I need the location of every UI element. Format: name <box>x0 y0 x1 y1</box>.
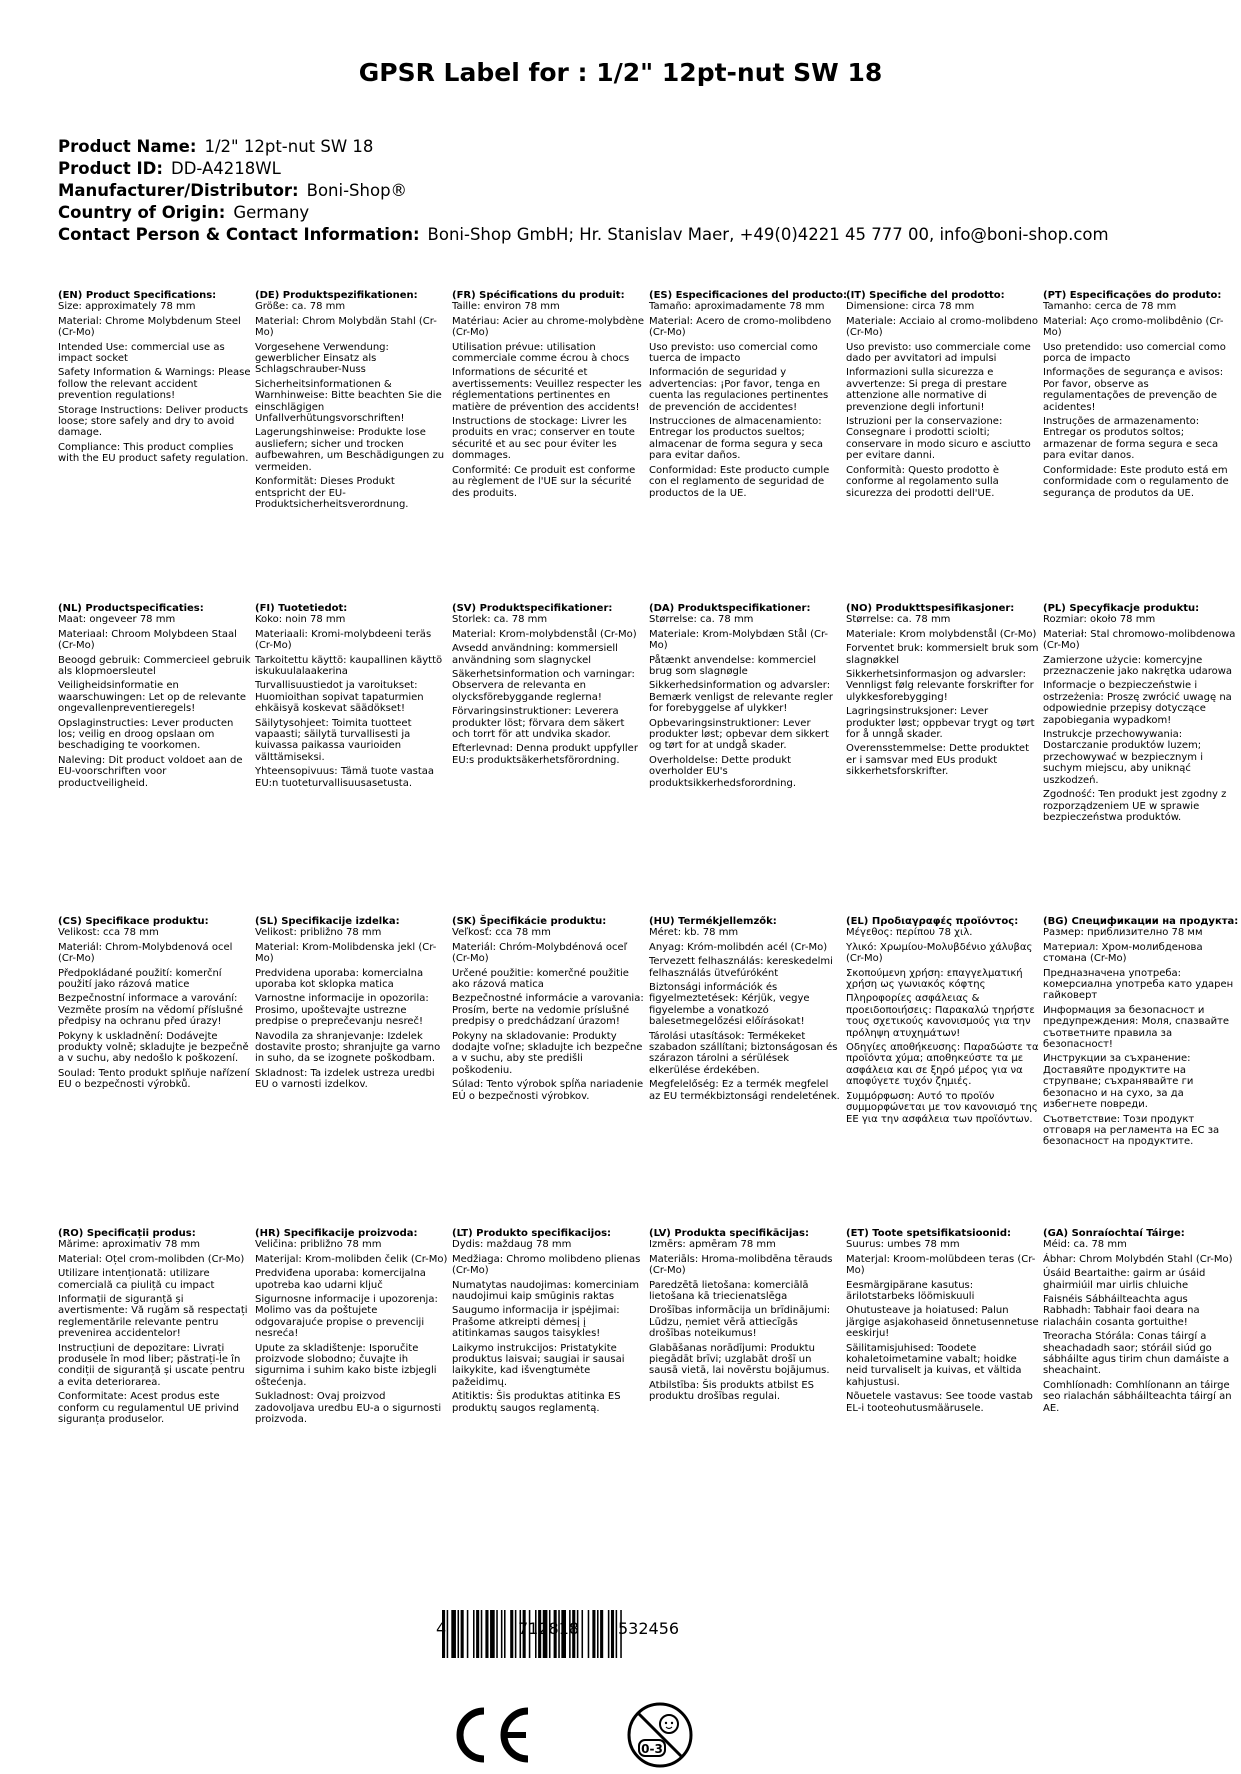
spec-paragraph: Material: Krom-molybdenstål (Cr-Mo) <box>452 628 637 640</box>
spec-paragraph: Dimensione: circa 78 mm <box>846 301 975 313</box>
barcode-bar <box>611 1610 614 1658</box>
spec-paragraph: Pokyny na skladovanie: Produkty dodajte voľne; skladujte ich bezpečne a v suchu, aby ste predišli poškodeniu. <box>452 1030 643 1076</box>
barcode-bar <box>597 1610 599 1658</box>
spec-paragraph: Súlad: Tento výrobok spĺňa nariadenie EÚ o bezpečnosti výrobkov. <box>452 1079 644 1102</box>
spec-paragraph: Opslaginstructies: Lever producten los; veilig en droog opslaan om beschadiging te voorkomen. <box>58 717 234 752</box>
spec-paragraph: Material: Acero de cromo-molibdeno (Cr-Mo) <box>649 315 832 339</box>
barcode-bar <box>501 1610 503 1658</box>
spec-paragraph: Treoracha Stórála: Conas táirgí a sheachadadh saor; stóráil siúd go sábháilte agus tirim chun damáiste a sheachaint. <box>1043 1331 1230 1377</box>
barcode-bar <box>600 1610 603 1658</box>
spec-paragraph: Påtænkt anvendelse: kommerciel brug som slagnøgle <box>649 654 817 678</box>
spec-paragraph: Materiaali: Kromi-molybdeeni teräs (Cr-Mo) <box>255 628 432 652</box>
spec-paragraph: Comhlíonadh: Comhlíonann an táirge seo rialachán sábháilteachta táirgí an AE. <box>1043 1379 1232 1414</box>
language-heading: (CS) Specifikace produktu: <box>58 916 209 927</box>
language-heading: (EN) Product Specifications: <box>58 290 217 301</box>
language-spec-block <box>452 290 649 513</box>
language-spec-block <box>58 603 255 826</box>
language-spec-block <box>846 603 1043 826</box>
age-warning-icon <box>625 1700 695 1770</box>
spec-paragraph: Размер: приблизително 78 мм <box>1043 927 1203 939</box>
barcode-digits-left: 4 <box>436 1619 447 1638</box>
spec-paragraph: Faisnéis Sábháilteachta agus Rabhadh: Tabhair faoi deara na rialacháin cosanta gortuithe! <box>1043 1294 1200 1328</box>
spec-paragraph: Sicherheitsinformationen & Warnhinweise: Bitte beachten Sie die einschlägigen Unfallverhütungsvorschriften! <box>255 378 442 425</box>
barcode-bar <box>588 1610 590 1658</box>
spec-paragraph: Μέγεθος: περίπου 78 χιλ. <box>846 927 973 939</box>
spec-paragraph: Varnostne informacije in opozorila: Prosimo, upoštevajte ustrezne predpise o preprečevanju nesreč! <box>255 993 429 1028</box>
spec-paragraph: Conformité: Ce produit est conforme au règlement de l'UE sur la sécurité des produits. <box>452 464 636 499</box>
spec-paragraph: Vorgesehene Verwendung: gewerblicher Einsatz als Schlagschrauber-Nuss <box>255 341 389 376</box>
spec-paragraph: Instrucțiuni de depozitare: Livrați produsele în mod liber; păstrați-le în condiții de siguranță și uscate pentru a evita deteriorarea. <box>58 1342 245 1388</box>
language-heading: (PL) Specyfikacje produktu: <box>1043 603 1200 614</box>
spec-paragraph: Istruzioni per la conservazione: Consegnare i prodotti sciolti; conservare in modo sicuro e asciutto per evitare danni. <box>846 416 1031 462</box>
spec-paragraph: Materiāls: Hroma-molibdēna tērauds (Cr-Mo) <box>649 1253 833 1277</box>
spec-paragraph: Glabāšanas norādījumi: Produktu piegādāt brīvi; uzglabāt drošī un sausā vietā, lai novērstu bojājumus. <box>649 1342 830 1377</box>
spec-paragraph: Naleving: Dit product voldoet aan de EU-voorschriften voor productveiligheid. <box>58 754 243 789</box>
spec-paragraph: Paredzētā lietošana: komerciālā lietošana kā triecienatslēga <box>649 1279 809 1303</box>
spec-paragraph: Zgodność: Ten produkt jest zgodny z rozporządzeniem UE w sprawie bezpieczeństwa produktów. <box>1043 789 1227 823</box>
spec-paragraph: Koko: noin 78 mm <box>255 614 346 626</box>
barcode-bar <box>447 1610 449 1658</box>
language-heading: (ET) Toote spetsifikatsioonid: <box>846 1228 1012 1239</box>
spec-paragraph: Předpokládané použití: komerční použití jako rázová matice <box>58 967 222 991</box>
spec-paragraph: Tamanho: cerca de 78 mm <box>1043 301 1177 313</box>
language-spec-block <box>649 603 846 826</box>
spec-paragraph: Sikkerhetsinformasjon og advarsler: Vennligst følg relevante forskrifter for ulykkesforebygging! <box>846 669 1034 703</box>
barcode-digits-mid: 712818 <box>518 1619 580 1638</box>
barcode-bar <box>485 1610 488 1658</box>
barcode-bar <box>608 1610 610 1658</box>
spec-paragraph: Turvallisuustiedot ja varoitukset: Huomioithan sopivat tapaturmien ehkäisyä koskevat säädökset! <box>255 680 424 715</box>
language-heading: (PT) Especificações do produto: <box>1043 290 1222 301</box>
barcode-bar <box>467 1610 469 1658</box>
spec-paragraph: Storage Instructions: Deliver products loose; store safely and dry to avoid damage. <box>58 404 249 439</box>
spec-paragraph: Instrukcje przechowywania: Dostarczanie produktów luzem; przechowywać w bezpiecznym i suchym miejscu, aby uniknąć uszkodzeń. <box>1043 729 1203 786</box>
language-row <box>58 603 1240 826</box>
language-heading: (EL) Προδιαγραφές προϊόντος: <box>846 916 1019 927</box>
barcode-bar <box>496 1610 498 1658</box>
language-heading: (FI) Tuotetiedot: <box>255 603 348 614</box>
spec-paragraph: Opbevaringsinstruktioner: Lever produkter løst; opbevar dem sikkert og tørt for at undgå skader. <box>649 717 829 752</box>
spec-paragraph: Laikymo instrukcijos: Pristatykite produktus laisvai; saugiai ir sausai laikykite, kad išvengtumėte pažeidimų. <box>452 1342 625 1388</box>
spec-paragraph: Conformidade: Este produto está em conformidade com o regulamento de segurança de produtos da UE. <box>1043 464 1229 499</box>
language-spec-block <box>452 916 649 1151</box>
spec-paragraph: Beoogd gebruik: Commercieel gebruik als klopmoersleutel <box>58 654 251 678</box>
spec-paragraph: Materjal: Kroom-molübdeen teras (Cr-Mo) <box>846 1253 1036 1277</box>
spec-paragraph: Méret: kb. 78 mm <box>649 927 739 939</box>
language-heading: (GA) Sonraíochtaí Táirge: <box>1043 1228 1185 1239</box>
spec-paragraph: Mărime: aproximativ 78 mm <box>58 1239 201 1251</box>
spec-paragraph: Compliance: This product complies with the EU product safety regulation. <box>58 441 249 465</box>
spec-paragraph: Size: approximately 78 mm <box>58 301 196 313</box>
language-heading: (BG) Спецификации на продукта: <box>1043 916 1239 927</box>
product-id-row <box>58 158 1208 180</box>
language-spec-block <box>452 603 649 826</box>
language-heading: (SV) Produktspecifikationer: <box>452 603 613 614</box>
spec-paragraph: Velikost: cca 78 mm <box>58 927 159 939</box>
spec-paragraph: Safety Information & Warnings: Please follow the relevant accident prevention regulations! <box>58 367 251 402</box>
language-heading: (IT) Specifiche del prodotto: <box>846 290 1005 301</box>
language-spec-block <box>1043 1228 1240 1429</box>
spec-paragraph: Υλικό: Χρωμίου-Μολυβδένιο χάλυβας (Cr-Mo) <box>846 941 1033 965</box>
language-row <box>58 916 1240 1151</box>
barcode-bar <box>616 1610 618 1658</box>
spec-paragraph: Información de seguridad y advertencias: ¡Por favor, tenga en cuenta las regulaciones pertinentes de prevención de accidentes! <box>649 367 829 413</box>
spec-paragraph: Avsedd användning: kommersiell användning som slagnyckel <box>452 643 618 666</box>
spec-paragraph: Instruções de armazenamento: Entregar os produtos soltos; armazenar de forma segura e seca para evitar danos. <box>1043 416 1219 462</box>
info-label: Country of Origin: <box>58 203 226 222</box>
spec-paragraph: Tervezett felhasználás: kereskedelmi felhasználás ütvefúróként <box>649 956 833 979</box>
barcode-bar <box>451 1610 456 1658</box>
spec-paragraph: Upute za skladištenje: Isporučite proizvode slobodno; čuvajte ih sigurnima i suhim kako biste izbjegli oštećenja. <box>255 1342 437 1388</box>
spec-paragraph: Rozmiar: około 78 mm <box>1043 614 1156 626</box>
language-heading: (HR) Specifikacije proizvoda: <box>255 1228 418 1239</box>
language-spec-block <box>1043 916 1240 1151</box>
info-label: Product Name: <box>58 137 197 156</box>
spec-paragraph: Materiál: Chróm-Molybdénová oceľ (Cr-Mo) <box>452 941 628 965</box>
spec-paragraph: Størrelse: ca. 78 mm <box>649 614 754 626</box>
spec-paragraph: Biztonsági információk és figyelmeztetések: Kérjük, vegye figyelembe a vonatkozó balesetmegelőzési előírásokat! <box>649 982 810 1028</box>
barcode-bar <box>473 1610 475 1658</box>
spec-paragraph: Yhteensopivuus: Tämä tuote vastaa EU:n tuoteturvallisuusasetusta. <box>255 766 434 789</box>
spec-paragraph: Οδηγίες αποθήκευσης: Παραδώστε τα προϊόντα χύμα; αποθηκεύστε τα με ασφάλεια και σε ξηρό μέρος για να αποφύγετε τυχόν ζημιές. <box>846 1042 1039 1088</box>
language-spec-block <box>846 1228 1043 1429</box>
barcode-bar <box>510 1610 513 1658</box>
spec-paragraph: Uso previsto: uso commerciale come dado per avvitatori ad impulsi <box>846 341 1031 365</box>
spec-paragraph: Určené použitie: komerčné použitie ako rázová matica <box>452 967 629 991</box>
spec-paragraph: Úsáid Beartaithe: gairm ar úsáid ghairmiúil mar uirlis chluiche <box>1043 1268 1206 1291</box>
spec-paragraph: Säkerhetsinformation och varningar: Observera de relevanta en olycksförebyggande reglerna! <box>452 669 635 703</box>
spec-paragraph: Bezpečnostní informace a varování: Vezměte prosím na vědomí příslušné předpisy na ochranu před úrazy! <box>58 993 244 1028</box>
spec-paragraph: Материал: Хром-молибденова стомана (Cr-Mo) <box>1043 941 1203 965</box>
info-value: 1/2" 12pt-nut SW 18 <box>204 137 374 156</box>
barcode-digits-right: 532456 <box>618 1619 680 1638</box>
language-row <box>58 1228 1240 1429</box>
spec-paragraph: Съответствие: Този продукт отговаря на регламента на ЕС за безопасност на продуктите. <box>1043 1113 1220 1148</box>
spec-paragraph: Tarkoitettu käyttö: kaupallinen käyttö iskukuulalaakerina <box>255 654 443 678</box>
spec-paragraph: Instructions de stockage: Livrer les produits en vrac; conserver en toute sécurité et au sec pour éviter les dommages. <box>452 416 635 462</box>
language-spec-block <box>255 603 452 826</box>
spec-paragraph: Veiligheidsinformatie en waarschuwingen: Let op de relevante ongevallenpreventieregels! <box>58 680 247 715</box>
language-heading: (FR) Spécifications du produit: <box>452 290 625 301</box>
spec-paragraph: Informazioni sulla sicurezza e avvertenze: Si prega di prestare attenzione alle normative di prevenzione degli infortuni! <box>846 367 1007 413</box>
age-range-label: 0-3 <box>641 1742 663 1756</box>
spec-paragraph: Konformität: Dieses Produkt entspricht der EU-Produktsicherheitsverordnung. <box>255 476 409 510</box>
spec-paragraph: Lagringsinstruksjoner: Lever produkter løst; oppbevar trygt og tørt for å unngå skader. <box>846 706 1035 741</box>
spec-paragraph: Saugumo informacija ir įspėjimai: Prašome atkreipti dėmesį į atitinkamas saugos taisykles! <box>452 1305 620 1340</box>
barcode-bar <box>481 1610 483 1658</box>
spec-paragraph: Sigurnosne informacije i upozorenja: Molimo vas da poštujete odgovarajuće propise o prevenciji nesreća! <box>255 1294 438 1340</box>
info-value: Germany <box>233 203 310 222</box>
info-label: Product ID: <box>58 159 163 178</box>
spec-paragraph: Materiał: Stal chromowo-molibdenowa (Cr-Mo) <box>1043 628 1236 652</box>
page-title: GPSR Label for : 1/2" 12pt-nut SW 18 <box>358 58 883 87</box>
language-heading: (RO) Specificații produs: <box>58 1228 196 1239</box>
spec-paragraph: Conformità: Questo prodotto è conforme al regolamento sulla sicurezza dei prodotti dell'UE. <box>846 464 1000 499</box>
spec-paragraph: Informations de sécurité et avertissements: Veuillez respecter les réglementations pertinentes en matière de prévention des accidents! <box>452 367 642 413</box>
spec-paragraph: Medžiaga: Chromo molibdeno plienas (Cr-Mo) <box>452 1253 641 1277</box>
spec-paragraph: Material: Oțel crom-molibden (Cr-Mo) <box>58 1253 245 1265</box>
language-spec-block <box>58 1228 255 1429</box>
spec-paragraph: Veličina: približno 78 mm <box>255 1239 382 1251</box>
spec-paragraph: Ábhar: Chrom Molybdén Stahl (Cr-Mo) <box>1043 1253 1233 1265</box>
spec-paragraph: Conformitate: Acest produs este conform cu regulamentul UE privind siguranța produselor. <box>58 1391 239 1426</box>
spec-paragraph: Material: Chrome Molybdenum Steel (Cr-Mo) <box>58 315 241 339</box>
spec-paragraph: Storlek: ca. 78 mm <box>452 614 548 626</box>
language-heading: (HU) Termékjellemzők: <box>649 916 777 927</box>
spec-paragraph: Predviđena uporaba: komercijalna upotreba kao udarni ključ <box>255 1268 426 1291</box>
spec-paragraph: Drošības informācija un brīdinājumi: Lūdzu, ņemiet vērā attiecīgās drošības noteikumus! <box>649 1305 831 1340</box>
language-heading: (DA) Produktspecifikationer: <box>649 603 811 614</box>
spec-paragraph: Størrelse: ca. 78 mm <box>846 614 951 626</box>
spec-paragraph: Overholdelse: Dette produkt overholder EU's produktsikkerhedsforordning. <box>649 754 797 789</box>
language-spec-block <box>58 290 255 513</box>
barcode-bar <box>592 1610 595 1658</box>
language-heading: (DE) Produktspezifikationen: <box>255 290 418 301</box>
spec-paragraph: Overensstemmelse: Dette produktet er i samsvar med EUs produkt sikkerhetsforskrifter. <box>846 743 1029 778</box>
spec-paragraph: Uso pretendido: uso comercial como porca de impacto <box>1043 341 1226 365</box>
spec-paragraph: Maat: ongeveer 78 mm <box>58 614 176 626</box>
spec-paragraph: Инструкции за съхранение: Доставяйте продуктите на струпване; съхранявайте ги безопасно и на сухо, за да избегнете повреди. <box>1043 1053 1194 1111</box>
spec-paragraph: Informații de siguranță și avertismente: Vă rugăm să respectați reglementările relevante pentru prevenirea accidentelor! <box>58 1294 248 1340</box>
language-heading: (SK) Špecifikácie produktu: <box>452 916 607 927</box>
spec-paragraph: Anyag: Króm-molibdén acél (Cr-Mo) <box>649 941 828 953</box>
spec-paragraph: Materiale: Krom molybdenstål (Cr-Mo) <box>846 628 1037 640</box>
manufacturer-row <box>58 180 1208 202</box>
spec-paragraph: Instrucciones de almacenamiento: Entregar los productos sueltos; almacenar de forma segura y seca para evitar daños. <box>649 416 824 462</box>
language-heading: (ES) Especificaciones del producto: <box>649 290 848 301</box>
spec-paragraph: Efterlevnad: Denna produkt uppfyller EU:s produktsäkerhetsförordning. <box>452 743 638 766</box>
spec-paragraph: Informações de segurança e avisos: Por favor, observe as regulamentações de prevenção de acidentes! <box>1043 367 1224 413</box>
spec-paragraph: Pokyny k uskladnění: Dodávejte produkty volně; skladujte je bezpečně a v suchu, aby nedošlo k poškození. <box>58 1030 249 1065</box>
barcode-bar <box>582 1610 584 1658</box>
language-spec-block <box>649 916 846 1151</box>
spec-paragraph: Conformidad: Este producto cumple con el reglamento de seguridad de productos de la UE. <box>649 464 830 499</box>
language-spec-block <box>846 290 1043 513</box>
spec-paragraph: Atitiktis: Šis produktas atitinka ES produktų saugos reglamentą. <box>452 1391 621 1414</box>
language-heading: (NO) Produkttspesifikasjoner: <box>846 603 1015 614</box>
spec-paragraph: Zamierzone użycie: komercyjne przeznaczenie jako nakrętka udarowa <box>1043 654 1233 678</box>
spec-paragraph: Navodila za shranjevanje: Izdelek dostavite prosto; shranjujte ga varno in suho, da se izognete poškodbam. <box>255 1030 441 1065</box>
spec-paragraph: Informacje o bezpieczeństwie i ostrzeżenia: Proszę zwrócić uwagę na odpowiednie przepisy dotyczące zapobiegania wypadkom! <box>1043 680 1232 726</box>
country-row <box>58 202 1208 224</box>
barcode-bar <box>504 1610 506 1658</box>
spec-paragraph: Material: Krom-Molibdenska jekl (Cr-Mo) <box>255 941 437 965</box>
info-label: Manufacturer/Distributor: <box>58 181 299 200</box>
spec-paragraph: Bezpečnostné informácie a varovania: Prosím, berte na vedomie príslušné predpisy o predchádzaní úrazom! <box>452 993 644 1028</box>
language-row <box>58 290 1240 513</box>
language-heading: (SL) Specifikacije izdelka: <box>255 916 400 927</box>
spec-paragraph: Materiale: Krom-Molybdæn Stål (Cr-Mo) <box>649 628 829 652</box>
spec-paragraph: Größe: ca. 78 mm <box>255 301 346 313</box>
contact-row <box>58 224 1208 246</box>
barcode-bar <box>458 1610 460 1658</box>
spec-paragraph: Eesmärgipärane kasutus: ärilotstarbeks löömiskuuli <box>846 1279 975 1303</box>
language-spec-block <box>649 1228 846 1429</box>
info-label: Contact Person & Contact Information: <box>58 225 420 244</box>
language-spec-block <box>255 290 452 513</box>
language-heading: (LV) Produkta specifikācijas: <box>649 1228 809 1239</box>
spec-paragraph: Atbilstība: Šis produkts atbilst ES produktu drošības regulai. <box>649 1379 815 1403</box>
spec-paragraph: Förvaringsinstruktioner: Leverera produkter löst; förvara dem säkert och torrt för att undvika skador. <box>452 706 625 741</box>
product-name-row <box>58 136 1208 158</box>
info-value: Boni-Shop GmbH; Hr. Stanislav Maer, +49(0)4221 45 777 00, info@boni-shop.com <box>427 225 1109 244</box>
spec-paragraph: Materiaal: Chroom Molybdeen Staal (Cr-Mo) <box>58 628 237 652</box>
spec-paragraph: Σκοπούμενη χρήση: επαγγελματική χρήση ως γωνιακός κόφτης <box>846 967 1023 991</box>
spec-paragraph: Utilisation prévue: utilisation commerciale comme écrou à chocs <box>452 341 630 365</box>
language-heading: (NL) Productspecificaties: <box>58 603 204 614</box>
spec-paragraph: Material: Chrom Molybdän Stahl (Cr-Mo) <box>255 315 437 339</box>
info-value: Boni-Shop® <box>306 181 408 200</box>
spec-paragraph: Matériau: Acier au chrome-molybdène (Cr-Mo) <box>452 315 645 339</box>
language-spec-block <box>255 1228 452 1429</box>
language-spec-block <box>255 916 452 1151</box>
spec-paragraph: Izmērs: apmēram 78 mm <box>649 1239 776 1251</box>
spec-paragraph: Materiál: Chrom-Molybdenová ocel (Cr-Mo) <box>58 941 233 965</box>
spec-paragraph: Säilitamisjuhised: Toodete kohaletoimetamine vabalt; hoidke neid turvaliselt ja kuivas, et vältida kahjustusi. <box>846 1342 1022 1388</box>
language-spec-block <box>1043 603 1240 826</box>
language-spec-block <box>649 290 846 513</box>
spec-paragraph: Säilytysohjeet: Toimita tuotteet vapaasti; säilytä turvallisesti ja kuivassa paikassa vaurioiden välttämiseksi. <box>255 717 412 763</box>
spec-paragraph: Tamaño: aproximadamente 78 mm <box>649 301 825 313</box>
spec-paragraph: Predvidena uporaba: komercialna uporaba kot sklopka matica <box>255 967 424 991</box>
spec-paragraph: Tárolási utasítások: Termékeket szabadon szállítani; biztonságosan és szárazon tárolni a sérülések elkerülése érdekében. <box>649 1030 838 1076</box>
spec-paragraph: Veľkosť: cca 78 mm <box>452 927 551 939</box>
spec-paragraph: Forventet bruk: kommersielt bruk som slagnøkkel <box>846 643 1039 666</box>
spec-paragraph: Materijal: Krom-molibden čelik (Cr-Mo) <box>255 1253 448 1265</box>
spec-paragraph: Nõuetele vastavus: See toode vastab EL-i tooteohutusmäärusele. <box>846 1391 1033 1414</box>
ce-mark-icon <box>450 1705 535 1765</box>
spec-paragraph: Sukladnost: Ovaj proizvod zadovoljava uredbu EU-a o sigurnosti proizvoda. <box>255 1391 442 1426</box>
spec-paragraph: Intended Use: commercial use as impact socket <box>58 341 225 365</box>
spec-paragraph: Skladnost: Ta izdelek ustreza uredbi EU o varnosti izdelkov. <box>255 1067 435 1091</box>
spec-paragraph: Taille: environ 78 mm <box>452 301 560 313</box>
spec-paragraph: Πληροφορίες ασφάλειας & προειδοποιήσεις: Παρακαλώ τηρήστε τους σχετικούς κανονισμούς για την πρόληψη ατυχημάτων! <box>846 993 1035 1039</box>
spec-paragraph: Material: Aço cromo-molibdênio (Cr-Mo) <box>1043 315 1224 339</box>
spec-paragraph: Numatytas naudojimas: komerciniam naudojimui kaip smūginis raktas <box>452 1279 640 1303</box>
spec-paragraph: Lagerungshinweise: Produkte lose ausliefern; sicher und trocken aufbewahren, um Beschädigungen zu vermeiden. <box>255 427 445 473</box>
language-spec-block <box>58 916 255 1151</box>
spec-paragraph: Méid: ca. 78 mm <box>1043 1239 1127 1251</box>
spec-paragraph: Συμμόρφωση: Αυτό το προϊόν συμμορφώνεται με τον κανονισμό της ΕΕ για την ασφάλεια των προϊόντων. <box>846 1090 1038 1125</box>
spec-paragraph: Uso previsto: uso comercial como tuerca de impacto <box>649 341 818 365</box>
product-info <box>58 136 1208 246</box>
language-spec-block <box>846 916 1043 1151</box>
language-spec-block <box>452 1228 649 1429</box>
barcode-bar <box>515 1610 517 1658</box>
spec-paragraph: Dydis: maždaug 78 mm <box>452 1239 572 1251</box>
barcode-bar <box>461 1610 464 1658</box>
spec-paragraph: Megfelelőség: Ez a termék megfelel az EU termékbiztonsági rendeletének. <box>649 1079 840 1102</box>
spec-paragraph: Materiale: Acciaio al cromo-molibdeno (Cr-Mo) <box>846 315 1038 339</box>
spec-paragraph: Utilizare intenționată: utilizare comercială ca piuliță cu impact <box>58 1268 215 1291</box>
barcode-bar <box>490 1610 495 1658</box>
barcode-bar <box>476 1610 479 1658</box>
language-heading: (LT) Produkto specifikacijos: <box>452 1228 612 1239</box>
spec-paragraph: Ohutusteave ja hoiatused: Palun järgige asjakohaseid õnnetusennetuse eeskirju! <box>846 1305 1039 1340</box>
spec-paragraph: Предназначена употреба: комерсиална употреба като ударен гайковерт <box>1043 967 1234 1002</box>
spec-paragraph: Suurus: umbes 78 mm <box>846 1239 960 1251</box>
spec-paragraph: Velikost: približno 78 mm <box>255 927 382 939</box>
spec-paragraph: Sikkerhedsinformation og advarsler: Bemærk venligst de relevante regler for forebyggelse af ulykker! <box>649 680 833 715</box>
info-value: DD-A4218WL <box>170 159 281 178</box>
spec-paragraph: Soulad: Tento produkt splňuje nařízení EU o bezpečnosti výrobků. <box>58 1067 250 1091</box>
language-spec-block <box>1043 290 1240 513</box>
spec-paragraph: Информация за безопасност и предупреждения: Моля, спазвайте съответните правила за безопасност! <box>1043 1004 1230 1051</box>
